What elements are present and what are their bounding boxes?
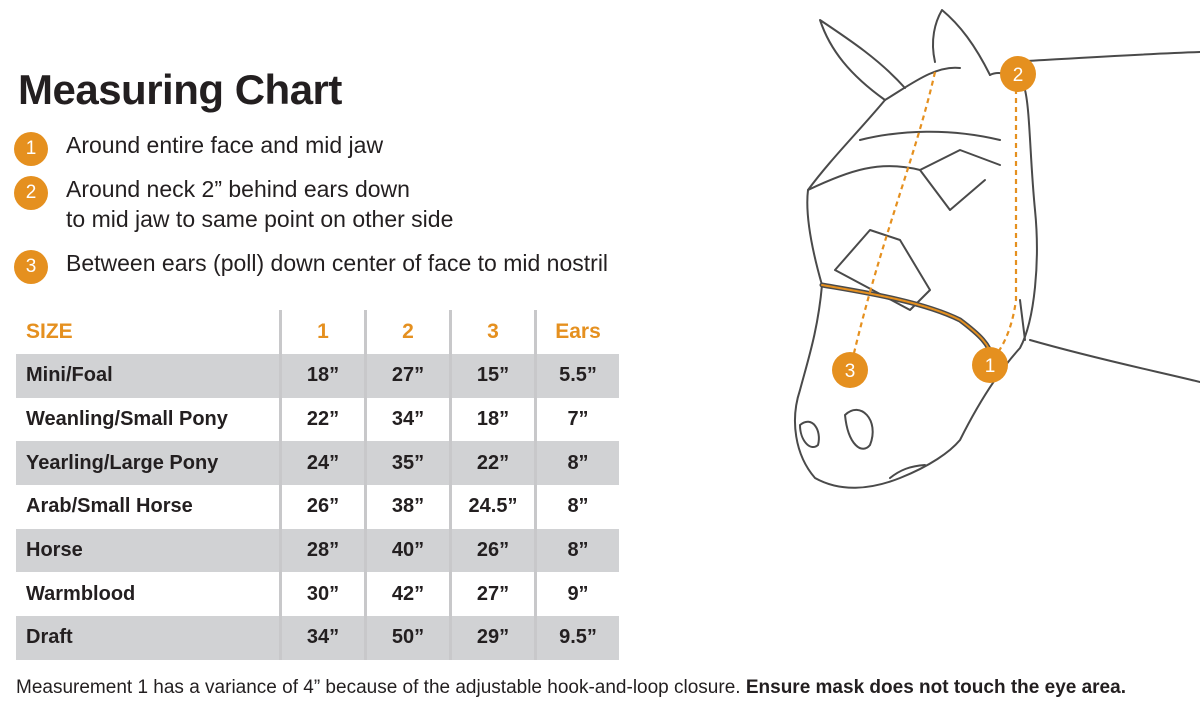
nostril-left [800, 422, 819, 447]
measure-2-cell: 27” [366, 354, 451, 398]
mask-seam [1020, 300, 1025, 340]
marker-1-label: 1 [984, 356, 996, 377]
table-header-row [16, 310, 619, 354]
number-badge-2: 2 [14, 176, 48, 210]
ears-cell: 7” [536, 398, 620, 442]
ears-cell: 8” [536, 441, 620, 485]
size-name-cell: Arab/Small Horse [26, 495, 193, 518]
mouth-line [890, 465, 925, 478]
footnote-warning: Ensure mask does not touch the eye area. [745, 677, 1126, 698]
column-header-size: SIZE [26, 320, 73, 343]
right-ear-outline [933, 10, 990, 75]
measurement-line-3 [850, 72, 935, 370]
noseband [822, 285, 992, 358]
head-outline [795, 73, 1037, 488]
measure-3-cell: 22” [451, 441, 536, 485]
instruction-text: Between ears (poll) down center of face to mid nostril [66, 250, 609, 276]
measure-2-cell: 50” [366, 616, 451, 660]
measure-2-cell: 38” [366, 485, 451, 529]
ears-cell: 8” [536, 485, 620, 529]
footnote [16, 676, 1126, 699]
ears-cell: 9” [536, 572, 620, 616]
measure-2-cell: 42” [366, 572, 451, 616]
measure-1-cell: 28” [281, 529, 366, 573]
horse-head-diagram [770, 0, 1200, 500]
measure-3-cell: 24.5” [451, 485, 536, 529]
size-name-cell: Draft [16, 616, 281, 660]
nostril-right [845, 410, 873, 449]
column-header-3: 3 [451, 310, 536, 354]
measure-3-cell: 18” [451, 398, 536, 442]
mask-seam [885, 68, 960, 100]
number-badge-1: 1 [14, 132, 48, 166]
marker-2-label: 2 [1012, 65, 1024, 86]
size-name-cell: Yearling/Large Pony [16, 441, 281, 485]
instruction-text: Around neck 2” behind ears down [66, 176, 410, 202]
size-name-cell: Mini/Foal [16, 354, 281, 398]
size-name-cell: Warmblood [26, 582, 136, 605]
column-header-ears: Ears [536, 310, 620, 354]
measure-1-cell: 30” [281, 572, 366, 616]
measurement-line-2 [990, 80, 1016, 362]
number-badge-3: 3 [14, 250, 48, 284]
table-row [16, 616, 619, 660]
ears-cell: 5.5” [536, 354, 620, 398]
ears-cell: 9.5” [536, 616, 620, 660]
measure-2-cell: 34” [366, 398, 451, 442]
table-row [16, 485, 619, 529]
measure-2-cell: 35” [366, 441, 451, 485]
marker-1 [972, 347, 1008, 383]
marker-3 [832, 352, 868, 388]
measure-1-cell: 34” [281, 616, 366, 660]
column-header-1: 1 [281, 310, 366, 354]
table-row [16, 529, 619, 573]
marker-2 [1000, 56, 1036, 92]
measure-3-cell: 26” [451, 529, 536, 573]
measure-3-cell: 27” [451, 572, 536, 616]
table-row [16, 441, 619, 485]
instruction-text-continued: to mid jaw to same point on other side [66, 206, 454, 232]
size-name-cell: Weanling/Small Pony [26, 408, 228, 431]
footnote-text: Measurement 1 has a variance of 4” because of the adjustable hook-and-loop closure. [16, 677, 746, 698]
table-row [16, 354, 619, 398]
mask-seam [860, 132, 1000, 140]
measure-3-cell: 15” [451, 354, 536, 398]
measure-3-cell: 29” [451, 616, 536, 660]
page-title: Measuring Chart [18, 66, 342, 113]
mask-seam [920, 170, 985, 210]
marker-3-label: 3 [844, 361, 856, 382]
ears-cell: 8” [536, 529, 620, 573]
measure-1-cell: 22” [281, 398, 366, 442]
measure-1-cell: 24” [281, 441, 366, 485]
table-row [16, 572, 619, 616]
measure-2-cell: 40” [366, 529, 451, 573]
neck-lower-outline [1030, 340, 1200, 382]
size-table [16, 310, 619, 660]
neck-outline [1010, 52, 1200, 62]
instruction-text: Around entire face and mid jaw [66, 132, 384, 158]
column-header-2: 2 [366, 310, 451, 354]
table-row [16, 398, 619, 442]
measure-1-cell: 26” [281, 485, 366, 529]
left-ear-outline [820, 20, 905, 100]
measure-1-cell: 18” [281, 354, 366, 398]
size-name-cell: Horse [16, 529, 281, 573]
